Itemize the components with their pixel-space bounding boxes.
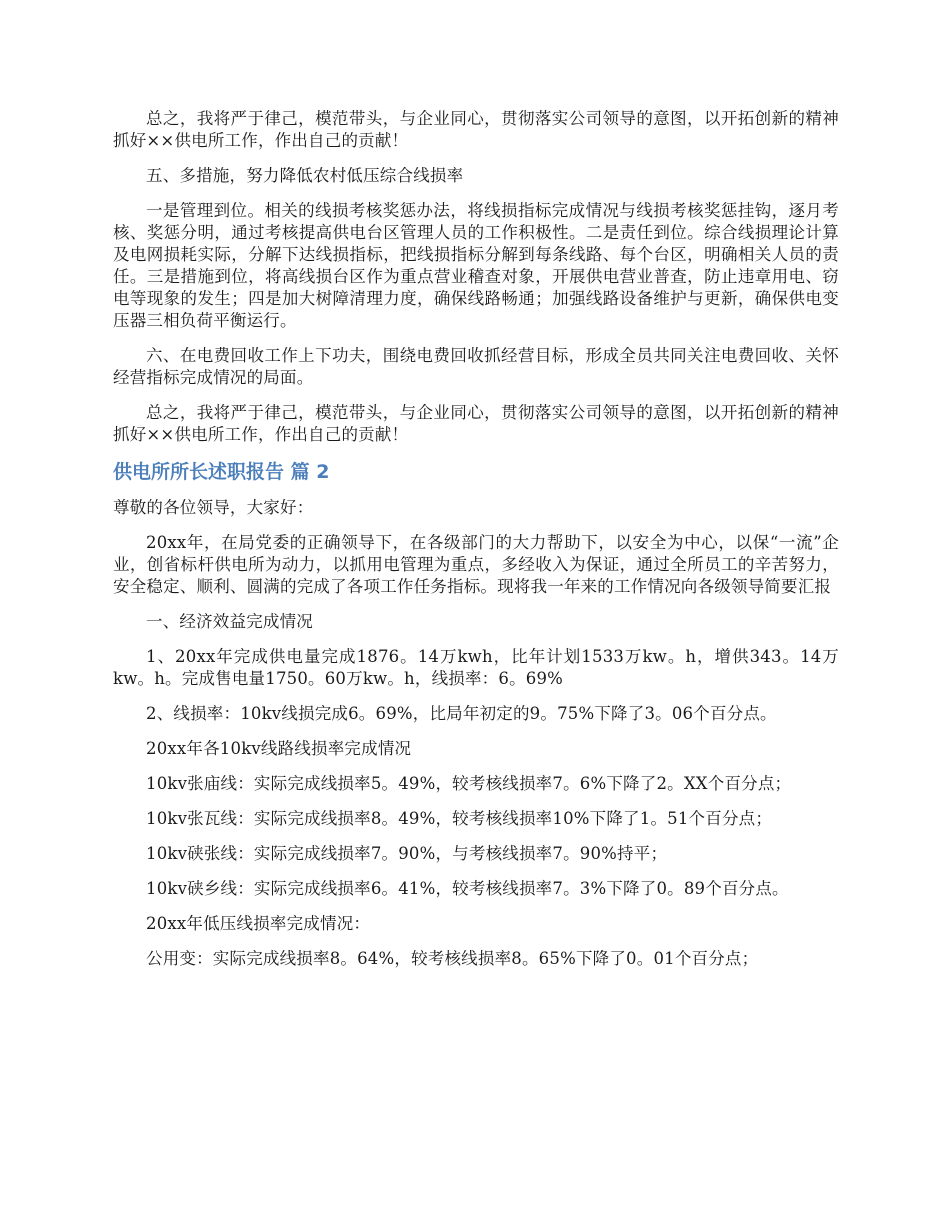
measures-paragraph: 一是管理到位。相关的线损考核奖惩办法，将线损指标完成情况与线损考核奖惩挂钩，逐月考核、奖惩分明，通过考核提高供电台区管理人员的工作积极性。二是责任到位。综合线损理论计算及电网损耗实际，分解下达线损指标，把线损指标分解到每条线路、每个台区，明确相关人员的责任。三是措施到位，将高线损台区作为重点营业稽查对象，开展供电营业普查，防止违章用电、窃电等现象的发生；四是加大树障清理力度，确保线路畅通；加强线路设备维护与更新，确保供电变压器三相负荷平衡运行。 (113, 201, 839, 330)
report-heading: 供电所所长述职报告 篇 2 (113, 461, 330, 483)
line-loss-paragraph: 2、线损率：10kv线损完成6。69%，比局年初定的9。75%下降了3。06个百分点。 (146, 704, 777, 723)
intro-paragraph: 20xx年，在局党委的正确领导下，在各级部门的大力帮助下，以安全为中心，以保“一流”企业，创省标杆供电所为动力，以抓用电管理为重点，多经收入为保证，通过全所员工的辛苦努力，安全稳定、顺利、圆满的完成了各项工作任务指标。现将我一年来的工作情况向各级领导简要汇报 (113, 533, 839, 596)
salutation: 尊敬的各位领导，大家好： (113, 498, 314, 517)
supply-volume-paragraph: 1、20xx年完成供电量完成1876。14万kwh，比年计划1533万kw。h，增供343。14万kw。h。完成售电量1750。60万kw。h，线损率：6。69% (113, 647, 839, 688)
line-zhangmiao: 10kv张庙线：实际完成线损率5。49%，较考核线损率7。6%下降了2。XX个百分点； (146, 774, 792, 793)
closing-paragraph-1: 总之，我将严于律己，模范带头，与企业同心，贯彻落实公司领导的意图，以开拓创新的精神抓好××供电所工作，作出自己的贡献！ (113, 109, 839, 150)
line-loss-subtitle: 20xx年各10kv线路线损率完成情况 (146, 739, 412, 758)
line-xiazhang: 10kv硖张线：实际完成线损率7。90%，与考核线损率7。90%持平； (146, 844, 668, 863)
section-one-title: 一、经济效益完成情况 (146, 612, 313, 631)
document-page (113, 108, 839, 983)
section-six-paragraph: 六、在电费回收工作上下功夫，围绕电费回收抓经营目标，形成全员共同关注电费回收、关怀经营指标完成情况的局面。 (113, 346, 839, 387)
public-transformer-paragraph: 公用变：实际完成线损率8。64%，较考核线损率8。65%下降了0。01个百分点； (146, 949, 759, 968)
section-five-title: 五、多措施，努力降低农村低压综合线损率 (146, 166, 464, 185)
line-zhangwa: 10kv张瓦线：实际完成线损率8。49%，较考核线损率10%下降了1。51个百分点； (146, 809, 773, 828)
line-xiaxiang: 10kv硖乡线：实际完成线损率6。41%，较考核线损率7。3%下降了0。89个百分点。 (146, 879, 789, 898)
low-voltage-subtitle: 20xx年低压线损率完成情况： (146, 914, 371, 933)
closing-paragraph-2: 总之，我将严于律己，模范带头，与企业同心，贯彻落实公司领导的意图，以开拓创新的精神抓好××供电所工作，作出自己的贡献！ (113, 403, 839, 444)
